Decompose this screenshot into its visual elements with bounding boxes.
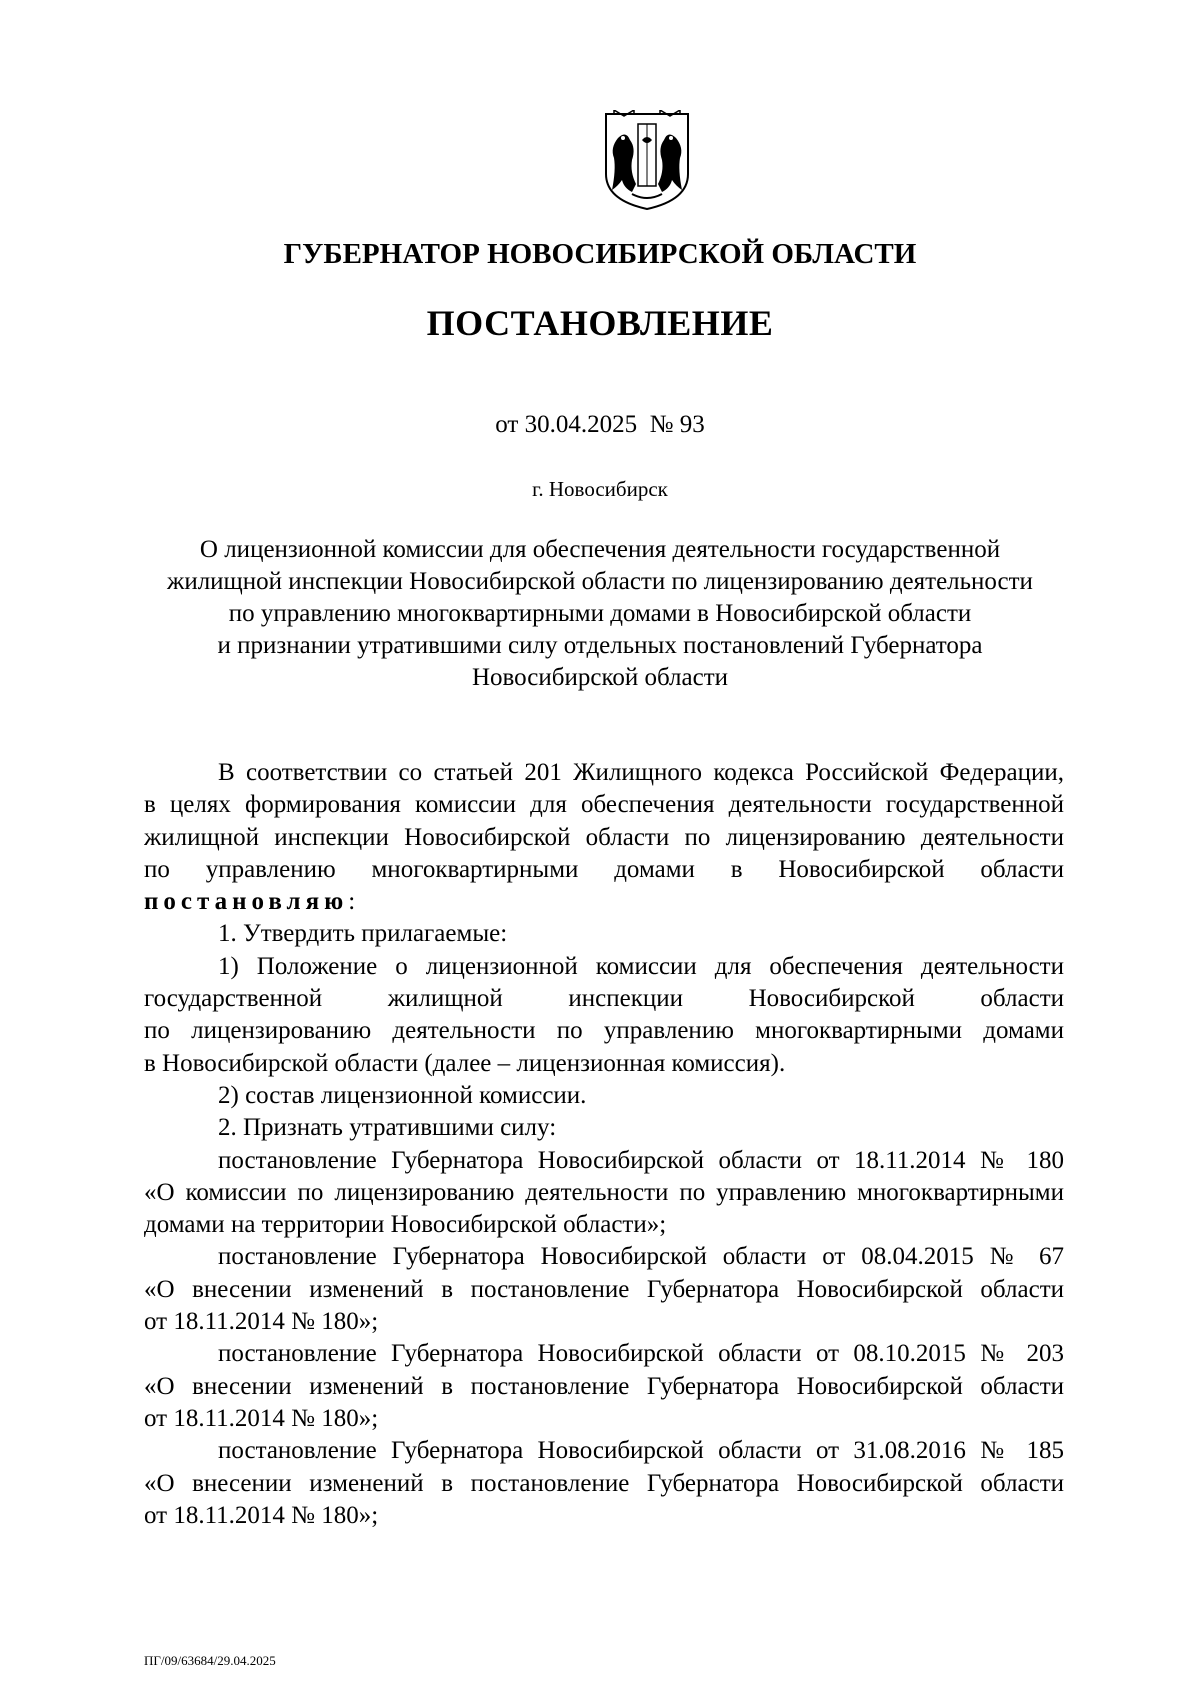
preamble-line: жилищной инспекции Новосибирской области по лицензированию деятельности	[144, 823, 1064, 851]
date-number-text: от 30.04.2025 № 93	[495, 411, 705, 438]
repealed-act-line: «О внесении изменений в постановление Губернатора Новосибирской области	[144, 1275, 1064, 1303]
item-1-1-line: государственной жилищной инспекции Новосибирской области	[144, 985, 1064, 1013]
title-line: и признании утратившими силу отдельных постановлений Губернатора	[217, 632, 983, 659]
item-1-1-line: по лицензированию деятельности по управлению многоквартирными домами	[144, 1017, 1064, 1045]
repealed-act-line: от 18.11.2014 № 180»;	[144, 1308, 379, 1336]
document-body	[144, 757, 1064, 1532]
item-1-1-line: в Новосибирской области (далее – лицензионная комиссия).	[144, 1049, 786, 1077]
preamble-line: в целях формирования комиссии для обеспечения деятельности государственной	[144, 791, 1064, 819]
document-code: ПГ/09/63684/29.04.2025	[144, 1653, 276, 1668]
decree-line	[144, 886, 1064, 918]
title-line: жилищной инспекции Новосибирской области по лицензированию деятельности	[167, 568, 1033, 595]
item-2: 2. Признать утратившими силу:	[218, 1114, 557, 1142]
issuing-authority: ГУБЕРНАТОР НОВОСИБИРСКОЙ ОБЛАСТИ	[283, 238, 917, 270]
title-line: Новосибирской области	[471, 664, 729, 691]
repealed-act-line: постановление Губернатора Новосибирской области от 08.10.2015 № 203	[218, 1340, 1064, 1368]
item-1: 1. Утвердить прилагаемые:	[218, 920, 508, 948]
repealed-act-line: постановление Губернатора Новосибирской области от 18.11.2014 № 180	[218, 1146, 1064, 1174]
repealed-act-line: «О внесении изменений в постановление Губернатора Новосибирской области	[144, 1372, 1064, 1400]
coat-of-arms-icon	[602, 110, 692, 212]
preamble-line: по управлению многоквартирными домами в Новосибирской области	[144, 855, 1064, 883]
document-title	[150, 534, 1050, 694]
document-date-number	[0, 409, 1200, 441]
decree-colon: :	[348, 888, 356, 916]
repealed-act-line: от 18.11.2014 № 180»;	[144, 1501, 379, 1529]
preamble-line: В соответствии со статьей 201 Жилищного кодекса Российской Федерации,	[218, 759, 1064, 786]
title-line: О лицензионной комиссии для обеспечения деятельности государственной	[199, 536, 1001, 563]
repealed-act-line: домами на территории Новосибирской области»;	[144, 1211, 667, 1239]
title-line: по управлению многоквартирными домами в Новосибирской области	[228, 600, 972, 627]
document-type-heading: ПОСТАНОВЛЕНИЕ	[426, 303, 774, 343]
repealed-act-line: «О комиссии по лицензированию деятельности по управлению многоквартирными	[144, 1178, 1064, 1206]
repealed-act-line: постановление Губернатора Новосибирской области от 08.04.2015 № 67	[218, 1243, 1064, 1271]
repealed-act-line: «О внесении изменений в постановление Губернатора Новосибирской области	[144, 1469, 1064, 1497]
repealed-act-line: постановление Губернатора Новосибирской области от 31.08.2016 № 185	[218, 1437, 1064, 1465]
decree-word: постановляю	[144, 888, 349, 916]
item-1-2: 2) состав лицензионной комиссии.	[218, 1081, 587, 1109]
item-1-1-line: 1) Положение о лицензионной комиссии для обеспечения деятельности	[218, 952, 1064, 980]
repealed-act-line: от 18.11.2014 № 180»;	[144, 1404, 379, 1432]
document-city: г. Новосибирск	[532, 477, 668, 501]
